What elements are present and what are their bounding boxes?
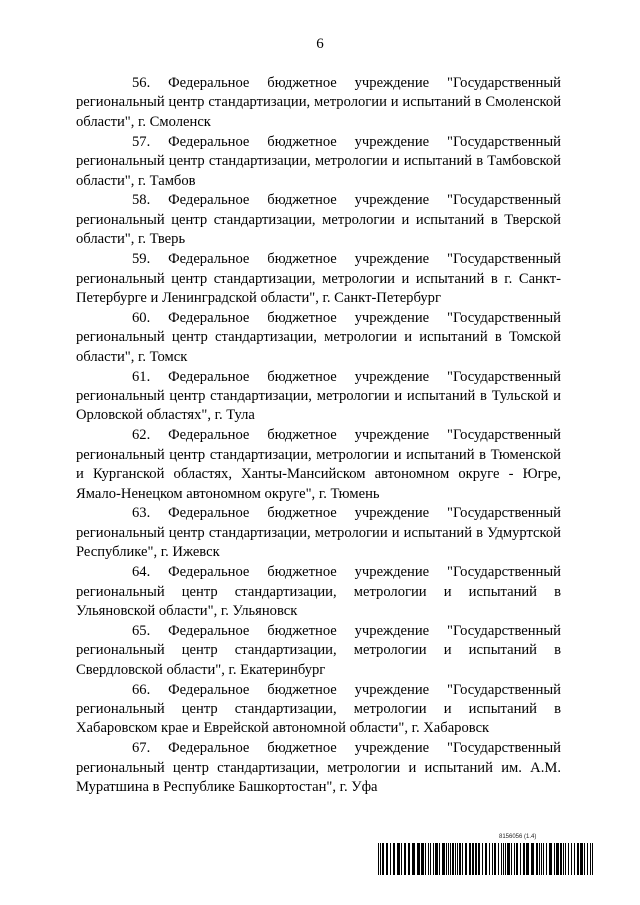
list-item: 56. Федеральное бюджетное учреждение "Государственный региональный центр стандартизации, метрологии и испытаний в Смоленской области", г. Смоленск	[76, 75, 561, 130]
list-item: 61. Федеральное бюджетное учреждение "Государственный региональный центр стандартизации, метрологии и испытаний в Тульской и Орловской областях", г. Тула	[76, 368, 561, 424]
page-number: 6	[316, 36, 324, 52]
document-body	[76, 74, 561, 798]
list-item: 58. Федеральное бюджетное учреждение "Государственный региональный центр стандартизации, метрологии и испытаний в Тверской области", г. Тверь	[76, 192, 561, 248]
barcode-icon	[378, 843, 596, 875]
list-item: 57. Федеральное бюджетное учреждение "Государственный региональный центр стандартизации, метрологии и испытаний в Тамбовской области", г. Тамбов	[76, 133, 561, 189]
list-item: 60. Федеральное бюджетное учреждение "Государственный региональный центр стандартизации, метрологии и испытаний в Томской области", г. Томск	[76, 309, 561, 365]
list-item: 67. Федеральное бюджетное учреждение "Государственный региональный центр стандартизации, метрологии и испытаний им. А.М. Муратшина в Республике Башкортостан", г. Уфа	[76, 740, 561, 796]
list-item: 66. Федеральное бюджетное учреждение "Государственный региональный центр стандартизации, метрологии и испытаний в Хабаровском крае и Еврейской автономной области", г. Хабаровск	[76, 681, 561, 737]
list-item: 65. Федеральное бюджетное учреждение "Государственный региональный центр стандартизации, метрологии и испытаний в Свердловской области", г. Екатеринбург	[76, 622, 561, 678]
list-item: 62. Федеральное бюджетное учреждение "Государственный региональный центр стандартизации, метрологии и испытаний в Тюменской и Курганской областях, Ханты-Мансийском автономном округе - Югре, Ямало-Ненецком автономном округе", г. Тюмень	[76, 427, 561, 502]
list-item: 64. Федеральное бюджетное учреждение "Государственный региональный центр стандартизации, метрологии и испытаний в Ульяновской области", г. Ульяновск	[76, 564, 561, 619]
list-item: 59. Федеральное бюджетное учреждение "Государственный региональный центр стандартизации, метрологии и испытаний в г. Санкт-Петербурге и Ленинградской области", г. Санкт-Петербург	[76, 251, 561, 306]
document-code: 8156056 (1.4)	[499, 834, 537, 840]
list-item: 63. Федеральное бюджетное учреждение "Государственный региональный центр стандартизации, метрологии и испытаний в Удмуртской Республике", г. Ижевск	[76, 505, 561, 561]
